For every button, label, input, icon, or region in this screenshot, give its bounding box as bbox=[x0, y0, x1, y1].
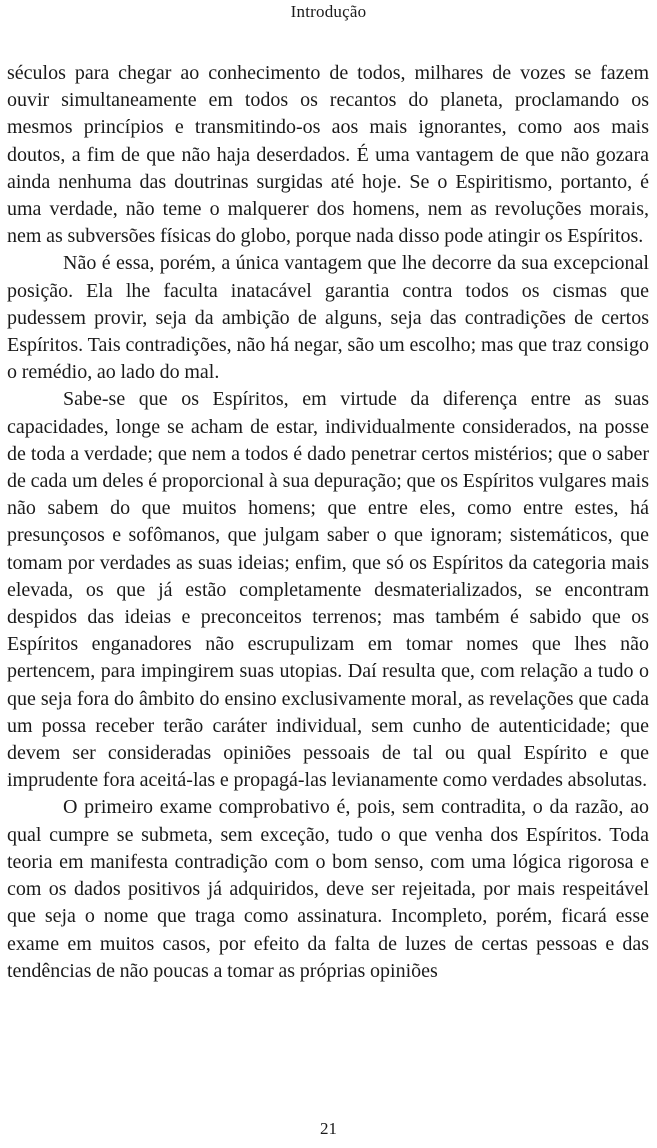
running-header: Introdução bbox=[290, 2, 367, 21]
paragraph: Sabe-se que os Espíritos, em virtude da diferença entre as suas capacidades, longe se acham de estar, individualmente considerados, na posse de toda a verdade; que nem a todos é dado penetrar certos mistérios; que o saber de cada um deles é proporcional à sua depuração; que os Espíritos vulgares mais não sabem do que muitos homens; que entre eles, como entre estes, há presunçosos e sofômanos, que julgam saber o que ignoram; sistemáticos, que tomam por verdades as suas ideias; enfim, que só os Espíritos da categoria mais elevada, os que já estão completamente desmaterializados, se encontram despidos das ideias e preconceitos terrenos; mas também é sabido que os Espíritos enganadores não escrupulizam em tomar nomes que lhes não pertencem, para impingirem suas utopias. Daí resulta que, com relação a tudo o que seja fora do âmbito do ensino exclusivamente moral, as revelações que cada um possa receber terão caráter individual, sem cunho de autenticidade; que devem ser consideradas opiniões pessoais de tal ou qual Espírito e que imprudente fora aceitá-las e propagá-las levianamente como verdades absolutas. bbox=[7, 388, 649, 792]
paragraph: Não é essa, porém, a única vantagem que lhe decorre da sua excepcional posição. Ela lhe faculta inatacável garantia contra todos os cismas que pudessem provir, seja da ambição de alguns, seja das contradições de certos Espíritos. Tais contradições, não há negar, são um escolho; mas que traz consigo o remédio, ao lado do mal. bbox=[7, 252, 649, 384]
paragraph-continuation: séculos para chegar ao conhecimento de todos, milhares de vozes se fazem ouvir simultaneamente em todos os recantos do planeta, proclamando os mesmos princípios e transmitindo-os aos mais ignorantes, como aos mais doutos, a fim de que não haja deserdados. É uma vantagem de que não gozara ainda nenhuma das doutrinas surgidas até hoje. Se o Espiritismo, portanto, é uma verdade, não teme o malquerer dos homens, nem as revoluções morais, nem as subversões físicas do globo, porque nada disso pode atingir os Espíritos. bbox=[7, 62, 649, 248]
paragraph: O primeiro exame comprobativo é, pois, sem contradita, o da razão, ao qual cumpre se submeta, sem exceção, tudo o que venha dos Espíritos. Toda teoria em manifesta contradição com o bom senso, com uma lógica rigorosa e com os dados positivos já adquiridos, deve ser rejeitada, por mais respeitável que seja o nome que traga como assinatura. Incompleto, porém, ficará esse exame em muitos casos, por efeito da falta de luzes de certas pessoas e das tendências de não poucas a tomar as próprias opiniões bbox=[7, 796, 649, 982]
page-number: 21 bbox=[320, 1119, 337, 1138]
page-body bbox=[7, 60, 649, 985]
